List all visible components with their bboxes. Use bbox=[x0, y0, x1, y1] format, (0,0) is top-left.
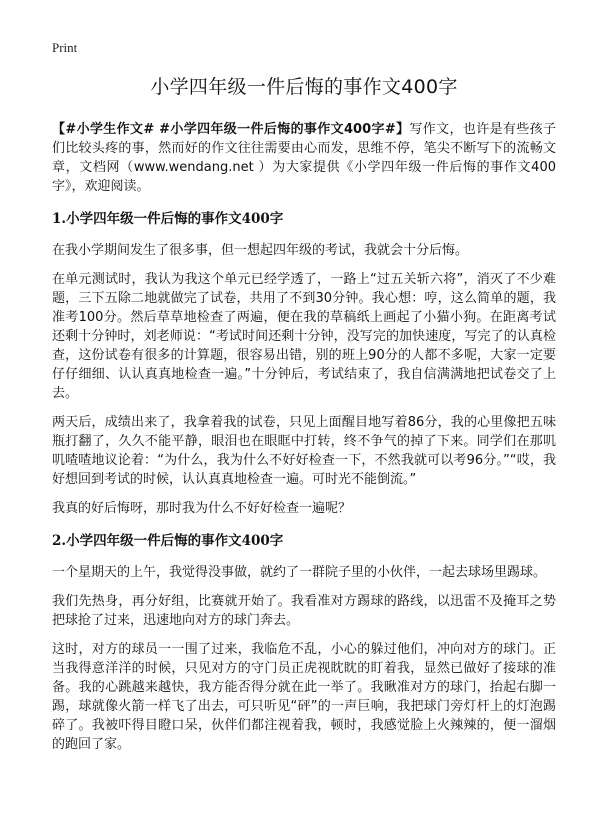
intro-text: 写作文，也许是有些孩子们比较头疼的事，然而好的作文往往需要由心而发，思维不停，笔尖不断写下的流畅文章，文档网（www.wendang.net ）为大家提供《小学四年级一件后悔的事作文400字》，欢迎阅读。 bbox=[52, 122, 556, 194]
document-title: 小学四年级一件后悔的事作文400字 bbox=[150, 76, 458, 98]
section-heading: 1.小学四年级一件后悔的事作文400字 bbox=[52, 211, 284, 227]
print-label: Print bbox=[52, 40, 78, 55]
paragraph: 我们先热身，再分好组，比赛就开始了。我看准对方踢球的路线，以迅雷不及掩耳之势把球抢了过来，迅速地向对方的球门奔去。 bbox=[52, 594, 556, 628]
paragraph: 我真的好后悔呀，那时我为什么不好好检查一遍呢？ bbox=[52, 501, 352, 516]
paragraph: 这时，对方的球员一一围了过来，我临危不乱，小心的躲过他们，冲向对方的球门。正当我得意洋洋的时候，只见对方的守门员正虎视眈眈的盯着我，显然已做好了接球的准备。我的心跳越来越快，我方能否得分就在此一举了。我瞅准对方的球门，抬起右脚一踢，球就像火箭一样飞了出去，可只听见“砰”的一声巨响，我把球门旁灯杆上的灯泡踢碎了。我被吓得目瞪口呆，伙伴们都注视着我，顿时，我感觉脸上火辣辣的，便一溜烟的跑回了家。 bbox=[52, 642, 556, 752]
paragraph: 在单元测试时，我认为我这个单元已经学透了，一路上“过五关斩六将”，消灭了不少难题，三下五除二地就做完了试卷，共用了不到30分钟。我心想：哼，这么简单的题，我准考100分。然后草草地检查了两遍，便在我的草稿纸上画起了小猫小狗。在距离考试还剩十分钟时，刘老师说：“考试时间还剩十分钟，没写完的加快速度，写完了的认真检查，这份试卷有很多的计算题，很容易出错，别的班上90分的人都不多呢，大家一定要仔仔细细、认认真真地检查一遍。”十分钟后，考试结束了，我自信满满地把试卷交了上去。 bbox=[52, 272, 556, 401]
paragraph: 在我小学期间发生了很多事，但一想起四年级的考试，我就会十分后悔。 bbox=[52, 243, 469, 258]
intro-paragraph bbox=[52, 120, 556, 196]
paragraph: 一个星期天的上午，我觉得没事做，就约了一群院子里的小伙伴，一起去球场里踢球。 bbox=[52, 565, 547, 580]
paragraph: 两天后，成绩出来了，我拿着我的试卷，只见上面醒目地写着86分，我的心里像把五味瓶打翻了，久久不能平静，眼泪也在眼眶中打转，终不争气的掉了下来。同学们在那叽叽喳喳地议论着：“为什么，我为什么不好好检查一下，不然我就可以考96分。”“哎，我好想回到考试的时候，认认真真地检查一遍。可时光不能倒流。” bbox=[52, 415, 556, 487]
intro-tags: 【#小学生作文# #小学四年级一件后悔的事作文400字#】 bbox=[52, 122, 410, 137]
section-heading: 2.小学四年级一件后悔的事作文400字 bbox=[52, 533, 284, 549]
